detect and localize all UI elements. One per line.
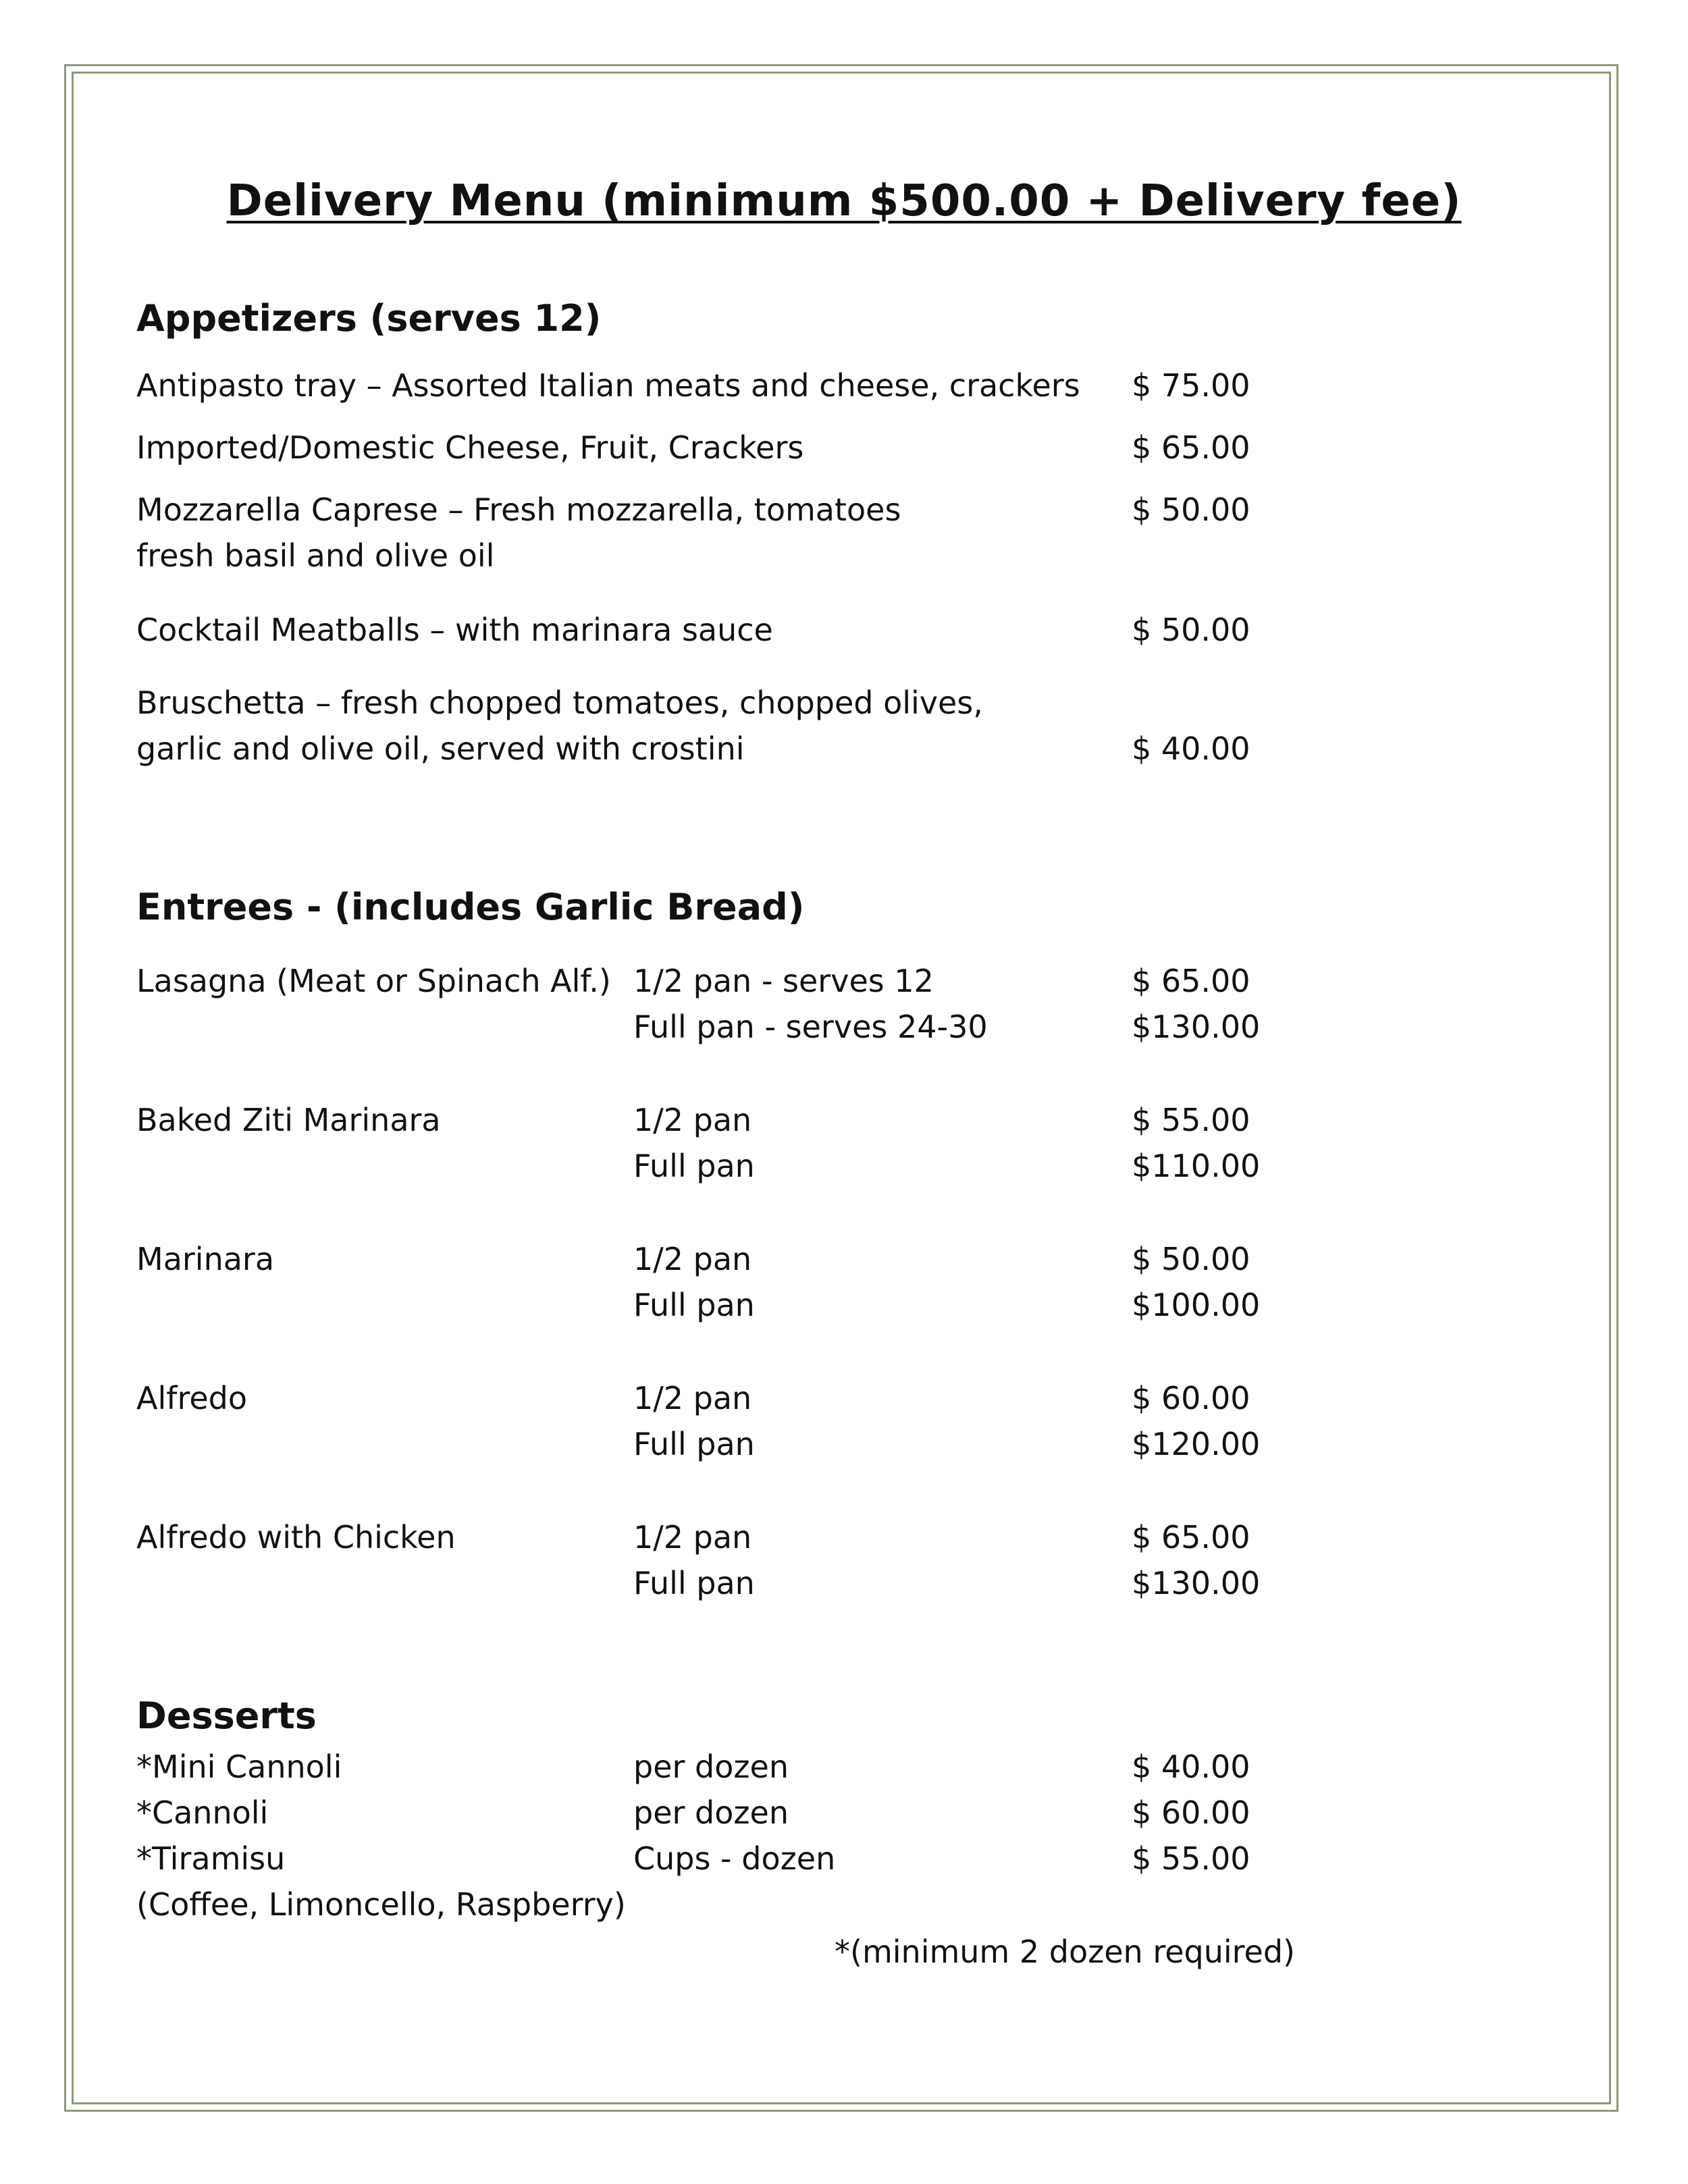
entree-size-full: Full pan xyxy=(633,1287,755,1323)
entree-size-full: Full pan - serves 24-30 xyxy=(633,1009,988,1045)
dessert-item-price: $ 60.00 xyxy=(1132,1794,1250,1831)
entree-price-full: $100.00 xyxy=(1132,1287,1261,1323)
appetizer-item-price: $ 40.00 xyxy=(1132,730,1250,767)
menu-title: Delivery Menu (minimum $500.00 + Delivery fee) xyxy=(226,176,1462,226)
appetizer-item-name: Bruschetta – fresh chopped tomatoes, chopped olives, xyxy=(136,685,983,721)
entree-price-full: $130.00 xyxy=(1132,1009,1261,1045)
entree-item-name: Alfredo with Chicken xyxy=(136,1519,456,1555)
dessert-minimum-note: *(minimum 2 dozen required) xyxy=(835,1934,1296,1970)
entree-size-full: Full pan xyxy=(633,1426,755,1462)
entree-size-full: Full pan xyxy=(633,1565,755,1601)
appetizer-item-description: fresh basil and olive oil xyxy=(136,537,495,574)
entree-price-full: $120.00 xyxy=(1132,1426,1261,1462)
appetizer-item-name: Cocktail Meatballs – with marinara sauce xyxy=(136,612,773,648)
appetizer-item-price: $ 50.00 xyxy=(1132,491,1250,528)
entree-size-full: Full pan xyxy=(633,1148,755,1184)
entree-size-half: 1/2 pan - serves 12 xyxy=(633,963,934,999)
appetizer-item-name: Mozzarella Caprese – Fresh mozzarella, tomatoes xyxy=(136,491,901,528)
entree-price-full: $130.00 xyxy=(1132,1565,1261,1601)
dessert-flavors: (Coffee, Limoncello, Raspberry) xyxy=(136,1886,626,1923)
entree-item-name: Marinara xyxy=(136,1241,275,1277)
entrees-heading: Entrees - (includes Garlic Bread) xyxy=(136,886,805,928)
dessert-item-unit: per dozen xyxy=(633,1749,789,1785)
entree-size-half: 1/2 pan xyxy=(633,1519,752,1555)
dessert-item-unit: per dozen xyxy=(633,1794,789,1831)
entree-price-half: $ 50.00 xyxy=(1132,1241,1250,1277)
entree-price-half: $ 55.00 xyxy=(1132,1102,1250,1138)
appetizer-item-price: $ 50.00 xyxy=(1132,612,1250,648)
dessert-item-name: *Cannoli xyxy=(136,1794,269,1831)
entree-price-half: $ 60.00 xyxy=(1132,1380,1250,1416)
dessert-item-name: *Tiramisu xyxy=(136,1840,286,1877)
appetizer-item-name: Imported/Domestic Cheese, Fruit, Crackers xyxy=(136,429,804,466)
appetizers-heading: Appetizers (serves 12) xyxy=(136,297,602,340)
entree-size-half: 1/2 pan xyxy=(633,1102,752,1138)
entree-size-half: 1/2 pan xyxy=(633,1380,752,1416)
entree-price-full: $110.00 xyxy=(1132,1148,1261,1184)
appetizer-item-price: $ 75.00 xyxy=(1132,367,1250,404)
desserts-heading: Desserts xyxy=(136,1695,317,1737)
entree-item-name: Alfredo xyxy=(136,1380,247,1416)
entree-item-name: Baked Ziti Marinara xyxy=(136,1102,441,1138)
entree-size-half: 1/2 pan xyxy=(633,1241,752,1277)
entree-price-half: $ 65.00 xyxy=(1132,1519,1250,1555)
appetizer-item-description: garlic and olive oil, served with crostini xyxy=(136,730,745,767)
dessert-item-name: *Mini Cannoli xyxy=(136,1749,342,1785)
entree-price-half: $ 65.00 xyxy=(1132,963,1250,999)
entree-item-name: Lasagna (Meat or Spinach Alf.) xyxy=(136,963,611,999)
appetizer-item-price: $ 65.00 xyxy=(1132,429,1250,466)
dessert-item-price: $ 40.00 xyxy=(1132,1749,1250,1785)
dessert-item-unit: Cups - dozen xyxy=(633,1840,836,1877)
appetizer-item-name: Antipasto tray – Assorted Italian meats and cheese, crackers xyxy=(136,367,1080,404)
dessert-item-price: $ 55.00 xyxy=(1132,1840,1250,1877)
